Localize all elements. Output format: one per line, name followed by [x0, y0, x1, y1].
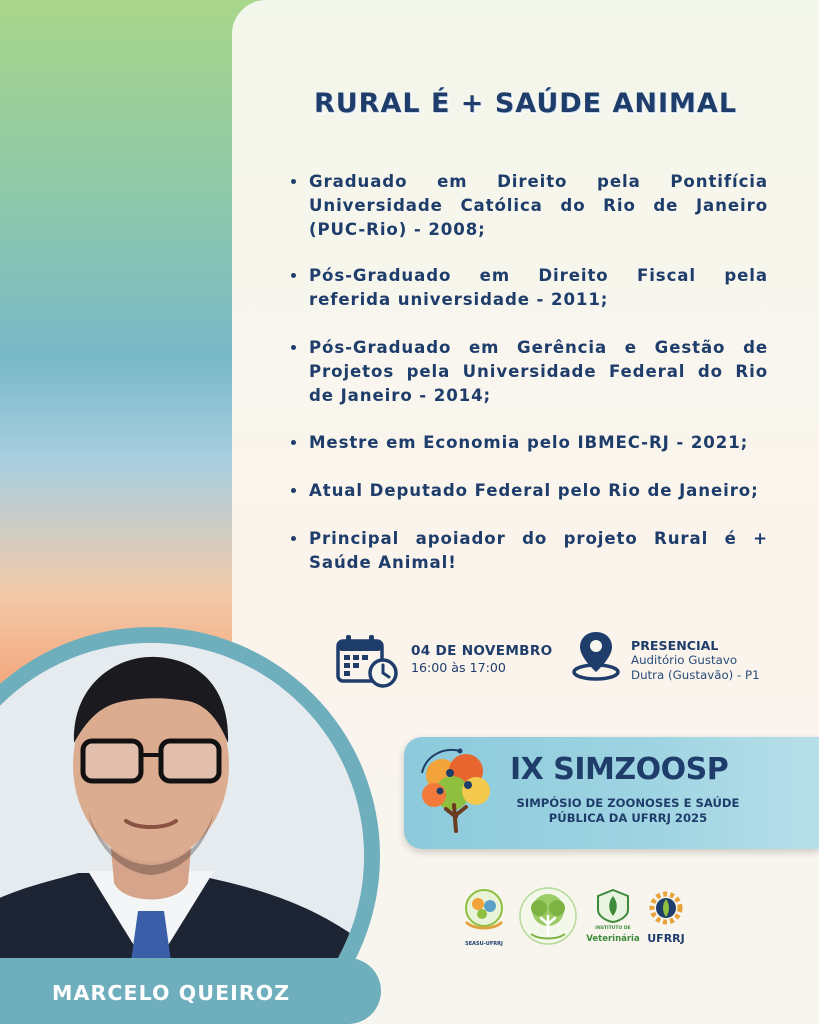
tree-logo-icon: [414, 745, 498, 837]
seasu-logo-text: SEASU-UFRRJ: [465, 941, 503, 947]
bio-list: [290, 170, 768, 575]
bio-item: Graduado em Direito pela Pontifícia Universidade Católica do Rio de Janeiro (PUC-Rio) - 2008;: [290, 170, 768, 241]
event-subtitle-line1: SIMPÓSIO DE ZOONOSES E SAÚDE: [516, 796, 740, 810]
calendar-clock-icon: [336, 633, 400, 689]
event-location-line1: Auditório Gustavo: [631, 653, 738, 667]
bio-item: Principal apoiador do projeto Rural é + Saúde Animal!: [290, 527, 768, 575]
page-title: RURAL É + SAÚDE ANIMAL: [313, 88, 738, 119]
event-subtitle-line2: PÚBLICA DA UFRRJ 2025: [548, 811, 708, 825]
bio-item: Pós-Graduado em Gerência e Gestão de Projetos pela Universidade Federal do Rio de Janeiro - 2014;: [290, 336, 768, 407]
veterinaria-logo-line2: Veterinária: [586, 934, 640, 944]
ufrrj-logo-icon: [646, 888, 686, 928]
event-location-line2: Dutra (Gustavão) - P1: [631, 668, 760, 682]
bio-item: Atual Deputado Federal pelo Rio de Janeiro;: [290, 479, 768, 503]
tree-circle-logo-icon: [517, 886, 579, 946]
event-time: 16:00 às 17:00: [411, 660, 506, 675]
bio-item: Mestre em Economia pelo IBMEC-RJ - 2021;: [290, 431, 768, 455]
ufrrj-logo-text: UFRRJ: [647, 932, 685, 945]
veterinaria-logo-icon: [594, 888, 632, 924]
speaker-name: MARCELO QUEIROZ: [52, 981, 291, 1005]
event-date: 04 DE NOVEMBRO: [411, 643, 553, 659]
seasu-logo-icon: [458, 886, 510, 942]
event-mode: PRESENCIAL: [631, 638, 719, 653]
bio-item: Pós-Graduado em Direito Fiscal pela referida universidade - 2011;: [290, 264, 768, 312]
event-title: IX SIMZOOSP: [510, 752, 729, 787]
veterinaria-logo-line1: INSTITUTO DE: [595, 926, 631, 931]
map-pin-icon: [570, 628, 622, 682]
